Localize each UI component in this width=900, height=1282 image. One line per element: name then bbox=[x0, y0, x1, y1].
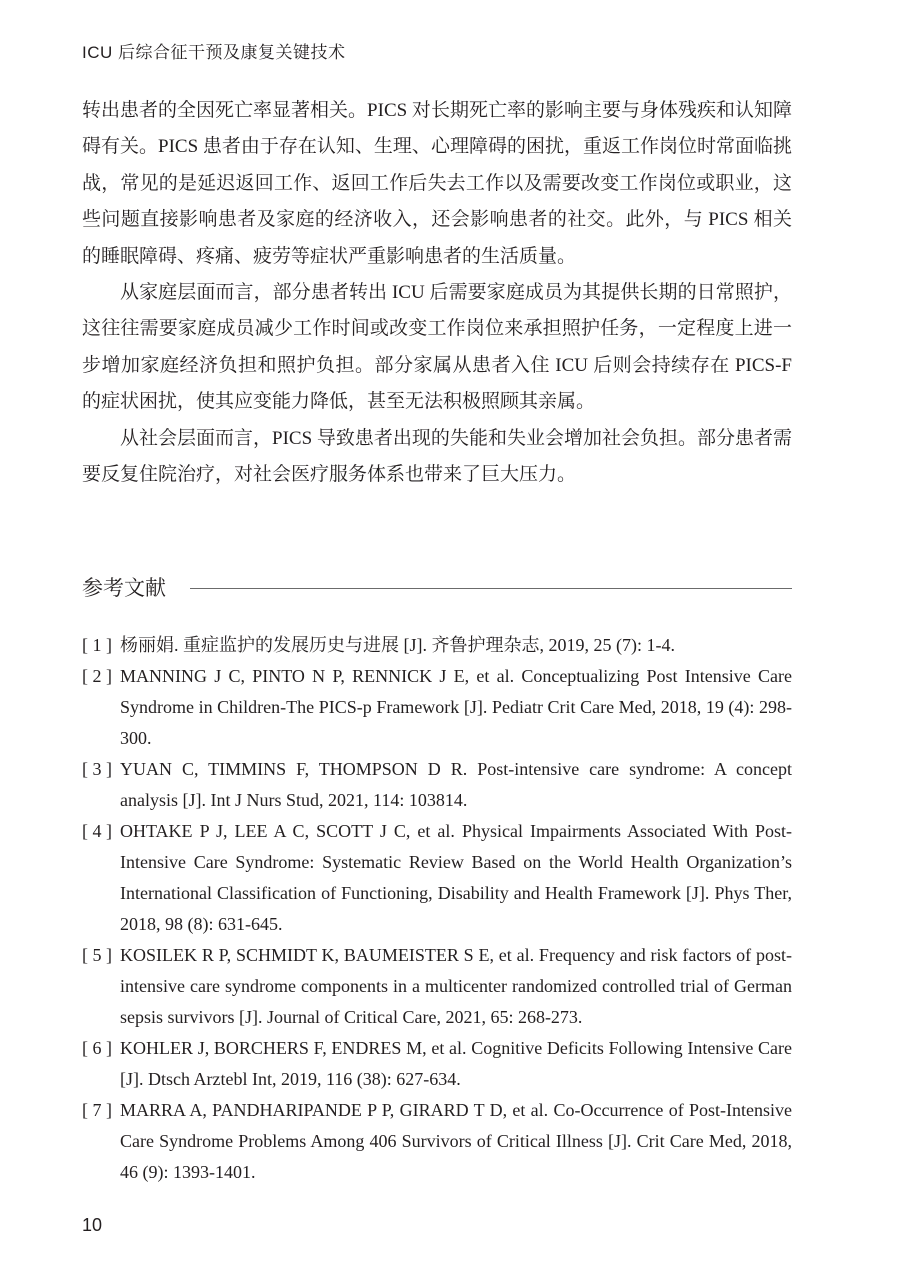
reference-item bbox=[82, 1033, 792, 1095]
references-list bbox=[82, 630, 792, 1188]
reference-text: 杨丽娟. 重症监护的发展历史与进展 [J]. 齐鲁护理杂志, 2019, 25 (7): 1-4. bbox=[120, 635, 675, 655]
reference-text: KOSILEK R P, SCHMIDT K, BAUMEISTER S E, et al. Frequency and risk factors of post-intensive care syndrome components in a multicenter randomized controlled trial of German sepsis survivors [J]. Journal of Critical Care, 2021, 65: 268-273. bbox=[120, 945, 792, 1027]
body-paragraph: 从家庭层面而言，部分患者转出 ICU 后需要家庭成员为其提供长期的日常照护，这往往需要家庭成员减少工作时间或改变工作岗位来承担照护任务，一定程度上进一步增加家庭经济负担和照护负担。部分家属从患者入住 ICU 后则会持续存在 PICS-F 的症状困扰，使其应变能力降低，甚至无法积极照顾其亲属。 bbox=[82, 282, 792, 413]
reference-item bbox=[82, 1095, 792, 1188]
reference-text: YUAN C, TIMMINS F, THOMPSON D R. Post-intensive care syndrome: A concept analysis [J]. Int J Nurs Stud, 2021, 114: 103814. bbox=[120, 759, 792, 810]
reference-number: [ 6 ] bbox=[82, 1038, 112, 1058]
reference-number: [ 5 ] bbox=[82, 945, 112, 965]
reference-number: [ 3 ] bbox=[82, 759, 112, 779]
references-heading-title: 参考文献 bbox=[82, 577, 166, 600]
reference-number: [ 4 ] bbox=[82, 821, 112, 841]
references-heading bbox=[82, 572, 792, 602]
reference-item bbox=[82, 940, 792, 1033]
reference-item bbox=[82, 754, 792, 816]
running-header: ICU 后综合征干预及康复关键技术 bbox=[82, 43, 346, 62]
page-number: 10 bbox=[82, 1215, 103, 1235]
body-paragraph: 从社会层面而言，PICS 导致患者出现的失能和失业会增加社会负担。部分患者需要反复住院治疗，对社会医疗服务体系也带来了巨大压力。 bbox=[82, 427, 792, 486]
reference-text: OHTAKE P J, LEE A C, SCOTT J C, et al. Physical Impairments Associated With Post-Intensive Care Syndrome: Systematic Review Based on the World Health Organization’s International Classification of Functioning, Disability and Health Framework [J]. Phys Ther, 2018, 98 (8): 631-645. bbox=[120, 821, 792, 934]
body-text bbox=[82, 93, 792, 493]
reference-number: [ 2 ] bbox=[82, 666, 112, 686]
reference-item bbox=[82, 661, 792, 754]
body-paragraph: 转出患者的全因死亡率显著相关。PICS 对长期死亡率的影响主要与身体残疾和认知障碍有关。PICS 患者由于存在认知、生理、心理障碍的困扰，重返工作岗位时常面临挑战，常见的是延迟返回工作、返回工作后失去工作以及需要改变工作岗位或职业，这些问题直接影响患者及家庭的经济收入，还会影响患者的社交。此外，与 PICS 相关的睡眠障碍、疼痛、疲劳等症状严重影响患者的生活质量。 bbox=[82, 100, 792, 267]
reference-number: [ 7 ] bbox=[82, 1100, 112, 1120]
reference-item bbox=[82, 816, 792, 940]
reference-number: [ 1 ] bbox=[82, 635, 112, 655]
reference-text: MARRA A, PANDHARIPANDE P P, GIRARD T D, et al. Co-Occurrence of Post-Intensive Care Syndrome Problems Among 406 Survivors of Critical Illness [J]. Crit Care Med, 2018, 46 (9): 1393-1401. bbox=[120, 1100, 792, 1182]
references-heading-rule bbox=[190, 588, 792, 589]
reference-text: MANNING J C, PINTO N P, RENNICK J E, et al. Conceptualizing Post Intensive Care Syndrome in Children-The PICS-p Framework [J]. Pediatr Crit Care Med, 2018, 19 (4): 298-300. bbox=[120, 666, 792, 748]
reference-item bbox=[82, 630, 792, 661]
reference-text: KOHLER J, BORCHERS F, ENDRES M, et al. Cognitive Deficits Following Intensive Care [J]. Dtsch Arztebl Int, 2019, 116 (38): 627-634. bbox=[120, 1038, 792, 1089]
